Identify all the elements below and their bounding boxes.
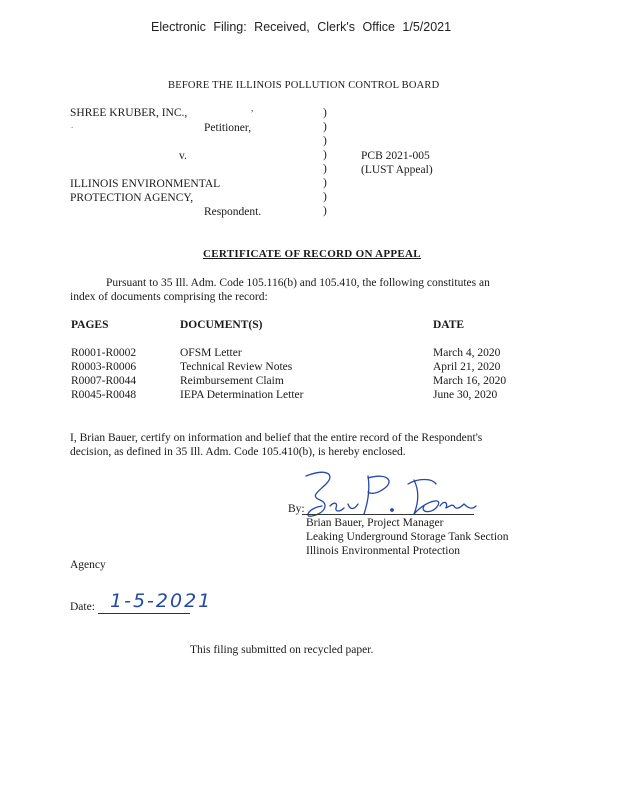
row-date: March 16, 2020	[433, 375, 507, 387]
signer-section: Leaking Underground Storage Tank Section	[306, 531, 509, 543]
caption-paren: )	[323, 121, 327, 133]
signature-stroke	[408, 480, 436, 485]
signature-image	[296, 466, 481, 524]
signature-stroke	[306, 472, 330, 516]
by-label: By:	[288, 503, 305, 515]
respondent-line2: PROTECTION AGENCY,	[70, 192, 194, 204]
row-pages: R0007-R0044	[71, 375, 137, 387]
agency-continuation: Agency	[70, 559, 106, 571]
header-pages: PAGES	[71, 319, 109, 331]
caption-paren: )	[323, 107, 327, 119]
signature-stroke	[414, 480, 439, 514]
caption-paren: )	[323, 149, 327, 161]
caption-paren: )	[323, 163, 327, 175]
header-documents: DOCUMENT(S)	[180, 319, 263, 331]
row-date: March 4, 2020	[433, 347, 501, 359]
row-pages: R0003-R0006	[71, 361, 137, 373]
versus: v.	[179, 150, 187, 162]
respondent-line1: ILLINOIS ENVIRONMENTAL	[70, 178, 221, 190]
case-number: PCB 2021-005	[361, 150, 430, 162]
signature-stroke	[364, 476, 369, 514]
date-label: Date:	[70, 601, 95, 613]
row-document: OFSM Letter	[180, 347, 242, 359]
filing-header: Electronic Filing: Received, Clerk's Office 1/5/2021	[151, 20, 452, 34]
intro-line1: Pursuant to 35 Ill. Adm. Code 105.116(b) and 105.410, the following constitutes an	[106, 277, 490, 289]
certificate-title: CERTIFICATE OF RECORD ON APPEAL	[203, 248, 421, 260]
row-document: Technical Review Notes	[180, 361, 293, 373]
caption-paren: )	[323, 205, 327, 217]
certification-line1: I, Brian Bauer, certify on information and belief that the entire record of the Respondent's	[70, 432, 483, 444]
row-date: April 21, 2020	[433, 361, 501, 373]
date-line	[98, 613, 190, 614]
stray-dot: .	[71, 120, 74, 130]
board-heading: BEFORE THE ILLINOIS POLLUTION CONTROL BOARD	[168, 80, 440, 91]
signature-stroke	[440, 502, 476, 508]
header-date: DATE	[433, 319, 465, 331]
row-document: Reimbursement Claim	[180, 375, 284, 387]
signature-stroke	[391, 509, 393, 511]
respondent-role: Respondent.	[204, 206, 262, 218]
signer-name-title: Brian Bauer, Project Manager	[306, 517, 444, 529]
signature-stroke	[368, 476, 389, 493]
row-pages: R0001-R0002	[71, 347, 137, 359]
row-pages: R0045-R0048	[71, 389, 137, 401]
petitioner-role: Petitioner,	[204, 122, 252, 134]
petitioner-comma: ,	[251, 103, 254, 113]
signer-agency: Illinois Environmental Protection	[306, 545, 460, 557]
signature-line	[302, 514, 474, 515]
row-document: IEPA Determination Letter	[180, 389, 304, 401]
certification-line2: decision, as defined in 35 Ill. Adm. Code 105.410(b), is hereby enclosed.	[70, 446, 406, 458]
petitioner-name: SHREE KRUBER, INC.,	[70, 107, 188, 119]
caption-paren: )	[323, 135, 327, 147]
signature-stroke	[330, 503, 344, 511]
case-type: (LUST Appeal)	[361, 164, 433, 176]
caption-paren: )	[323, 177, 327, 189]
intro-line2: index of documents comprising the record:	[70, 291, 268, 303]
handwritten-date: 1-5-2021	[110, 590, 213, 612]
caption-paren: )	[323, 191, 327, 203]
recycled-note: This filing submitted on recycled paper.	[190, 644, 374, 656]
signature-stroke	[348, 504, 358, 509]
row-date: June 30, 2020	[433, 389, 498, 401]
